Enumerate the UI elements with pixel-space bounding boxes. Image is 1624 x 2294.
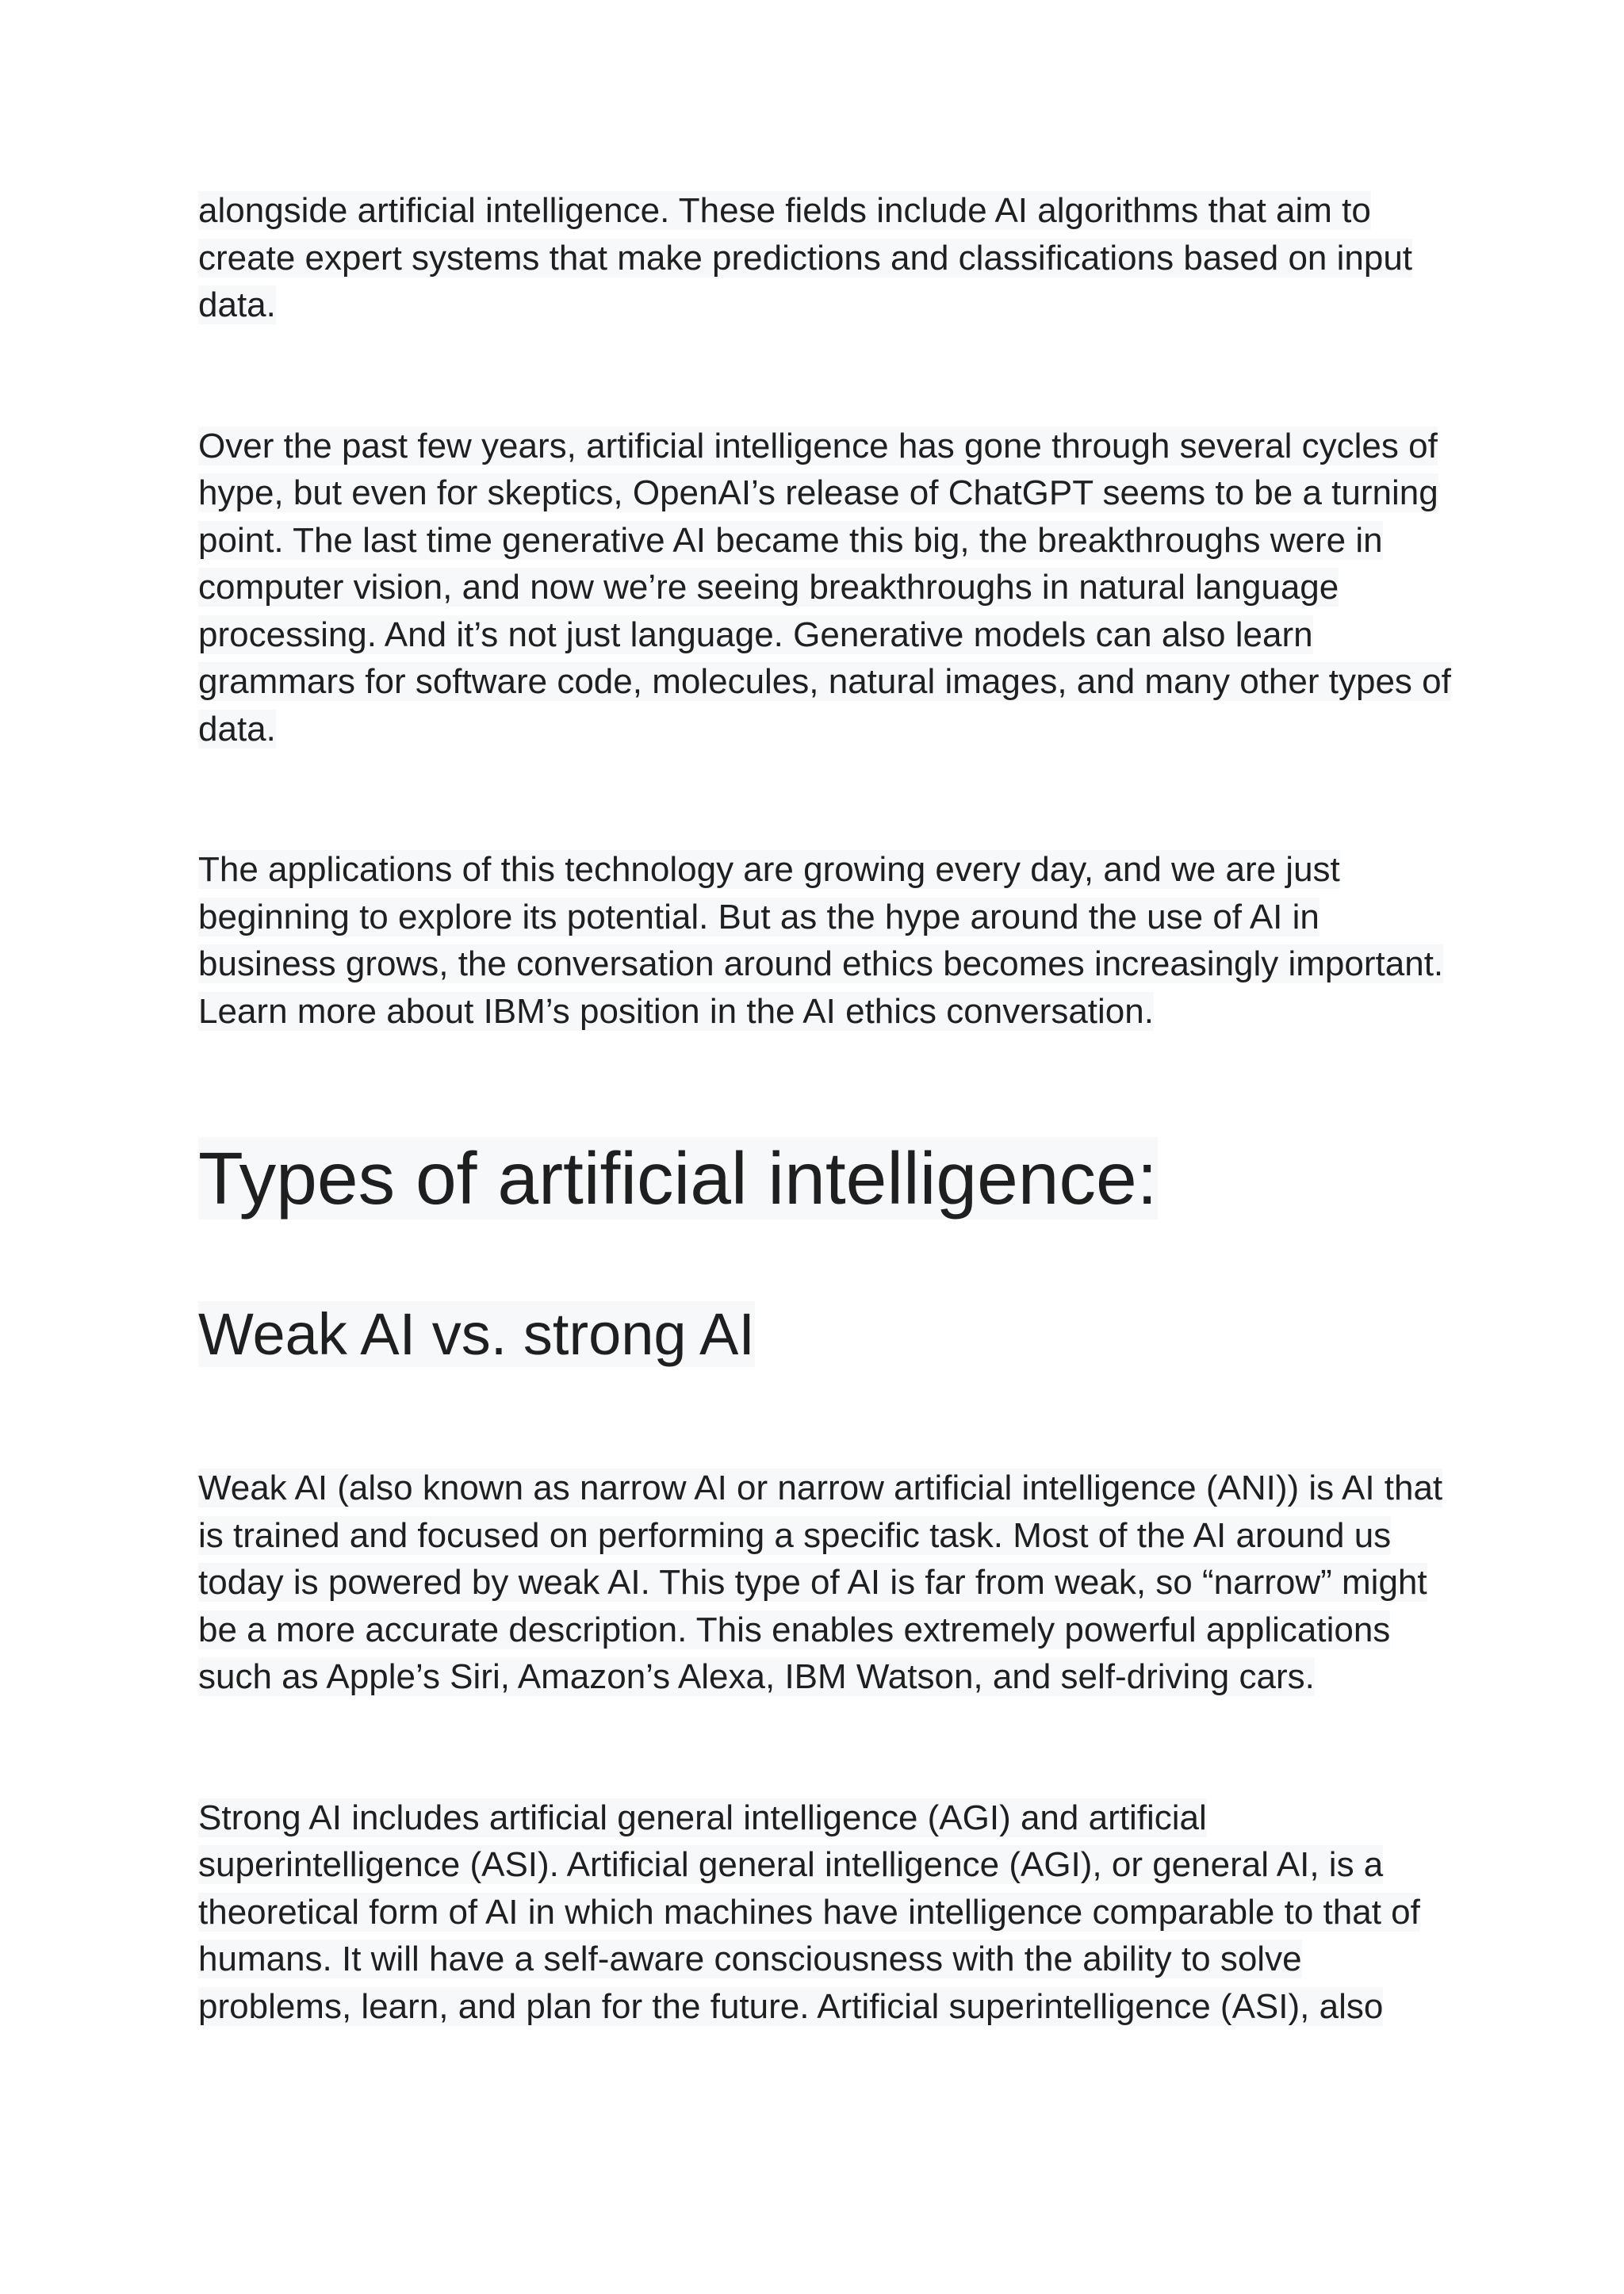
paragraph-weak-ai-text: Weak AI (also known as narrow AI or narrow artificial intelligence (ANI)) is AI that is trained and focused on performing a specific task. Most of the AI around us today is powered by weak AI. This type of AI is far from weak, so “narrow” might be a more accurate description. This enables extremely powerful applications such as Apple’s Siri, Amazon’s Alexa, IBM Watson, and self-driving cars.: [198, 1469, 1443, 1696]
paragraph-ai-fields: [198, 187, 1451, 329]
paragraph-ai-ethics-text: The applications of this technology are growing every day, and we are just beginning to explore its potential. But as the hype around the use of AI in business grows, the conversation around ethics becomes increasingly important. Learn more about IBM’s position in the AI ethics conversation.: [198, 850, 1444, 1031]
heading-weak-vs-strong-ai-text: Weak AI vs. strong AI: [198, 1301, 755, 1367]
paragraph-strong-ai-text: Strong AI includes artificial general intelligence (AGI) and artificial superintelligence (ASI). Artificial general intelligence (AGI), or general AI, is a theoretical form of AI in which machines have intelligence comparable to that of humans. It will have a self-aware consciousness with the ability to solve problems, learn, and plan for the future. Artificial superintelligence (ASI), also: [198, 1798, 1420, 2026]
paragraph-weak-ai: [198, 1465, 1451, 1701]
paragraph-ai-fields-text: alongside artificial intelligence. These fields include AI algorithms that aim to create expert systems that make predictions and classifications based on input data.: [198, 191, 1413, 324]
heading-types-of-ai: [198, 1135, 1451, 1222]
paragraph-strong-ai: [198, 1794, 1451, 2031]
heading-types-of-ai-text: Types of artificial intelligence:: [198, 1137, 1158, 1220]
paragraph-ai-ethics: [198, 846, 1451, 1035]
paragraph-ai-hype: [198, 423, 1451, 753]
document-page: [198, 187, 1451, 2030]
paragraph-ai-hype-text: Over the past few years, artificial intelligence has gone through several cycles of hype, but even for skeptics, OpenAI’s release of ChatGPT seems to be a turning point. The last time generative AI became this big, the breakthroughs were in computer vision, and now we’re seeing breakthroughs in natural language processing. And it’s not just language. Generative models can also learn grammars for software code, molecules, natural images, and many other types of data.: [198, 426, 1451, 749]
heading-weak-vs-strong-ai: [198, 1300, 1451, 1369]
